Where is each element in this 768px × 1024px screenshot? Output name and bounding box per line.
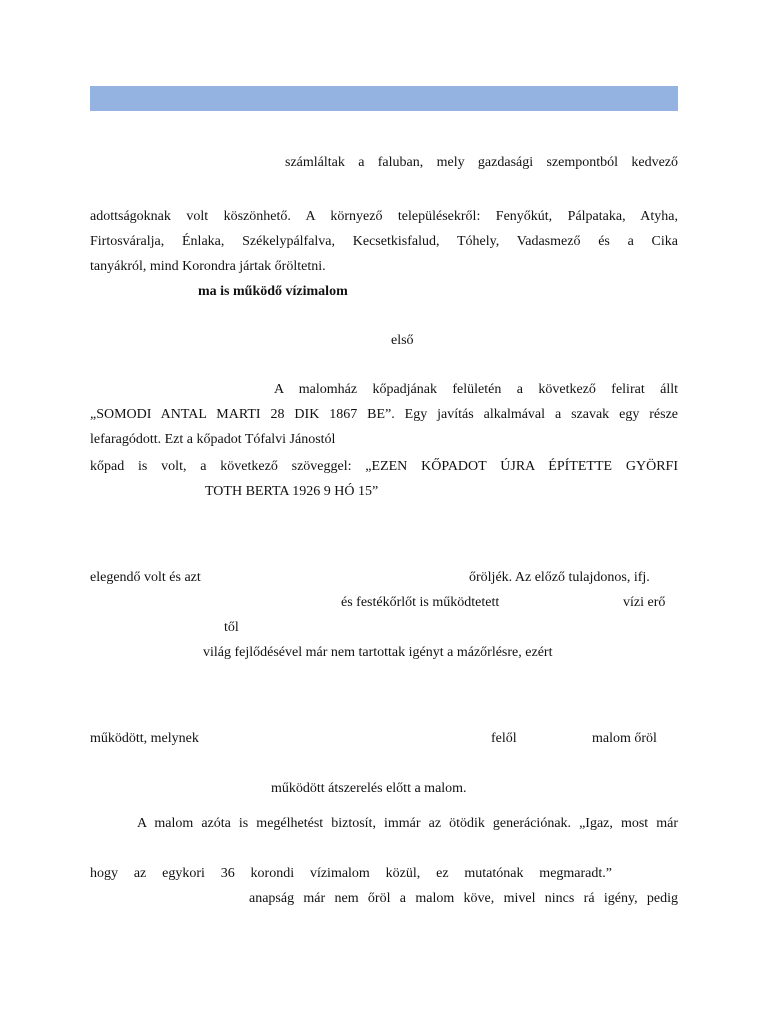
text-line: „SOMODI ANTAL MARTI 28 DIK 1867 BE”. Egy javítás alkalmával a szavak egy része (90, 407, 678, 422)
text-line: lefaragódott. Ezt a kőpadot Tófalvi Jánostól (90, 432, 336, 447)
text-line: és festékőrlőt is működtetett (341, 595, 500, 610)
text-line-bold: ma is működő vízimalom (198, 284, 348, 299)
text-line: felől (491, 731, 517, 746)
text-line: vízi erő (623, 595, 666, 610)
text-line: anapság már nem őröl a malom köve, mivel nincs rá igény, pedig (249, 891, 678, 906)
text-line: működött átszerelés előtt a malom. (271, 781, 467, 796)
text-line: TOTH BERTA 1926 9 HÓ 15” (205, 484, 379, 499)
text-line: adottságoknak volt köszönhető. A környező településekről: Fenyőkút, Pálpataka, Atyha, (90, 209, 678, 224)
text-line: malom őröl (592, 731, 657, 746)
text-line: őröljék. Az előző tulajdonos, ifj. (469, 570, 650, 585)
text-line: elegendő volt és azt (90, 570, 201, 585)
text-line: től (224, 620, 239, 635)
text-line: Firtosváralja, Énlaka, Székelypálfalva, Kecsetkisfalud, Tóhely, Vadasmező és a Cika (90, 234, 678, 249)
text-line: kőpad is volt, a következő szöveggel: „EZEN KŐPADOT ÚJRA ÉPÍTETTE GYÖRFI (90, 459, 678, 474)
header-band (90, 86, 678, 111)
text-line: első (391, 333, 414, 348)
text-line: számláltak a faluban, mely gazdasági szempontból kedvező (285, 155, 678, 170)
text-line: hogy az egykori 36 korondi vízimalom közül, ez mutatónak megmaradt.” (90, 866, 612, 881)
text-line: működött, melynek (90, 731, 199, 746)
text-line: A malomház kőpadjának felületén a következő felirat állt (274, 382, 678, 397)
text-line: A malom azóta is megélhetést biztosít, immár az ötödik generációnak. „Igaz, most már (137, 816, 678, 831)
text-line: világ fejlődésével már nem tartottak igényt a mázőrlésre, ezért (203, 645, 553, 660)
text-line: tanyákról, mind Korondra jártak őröltetni. (90, 259, 326, 274)
